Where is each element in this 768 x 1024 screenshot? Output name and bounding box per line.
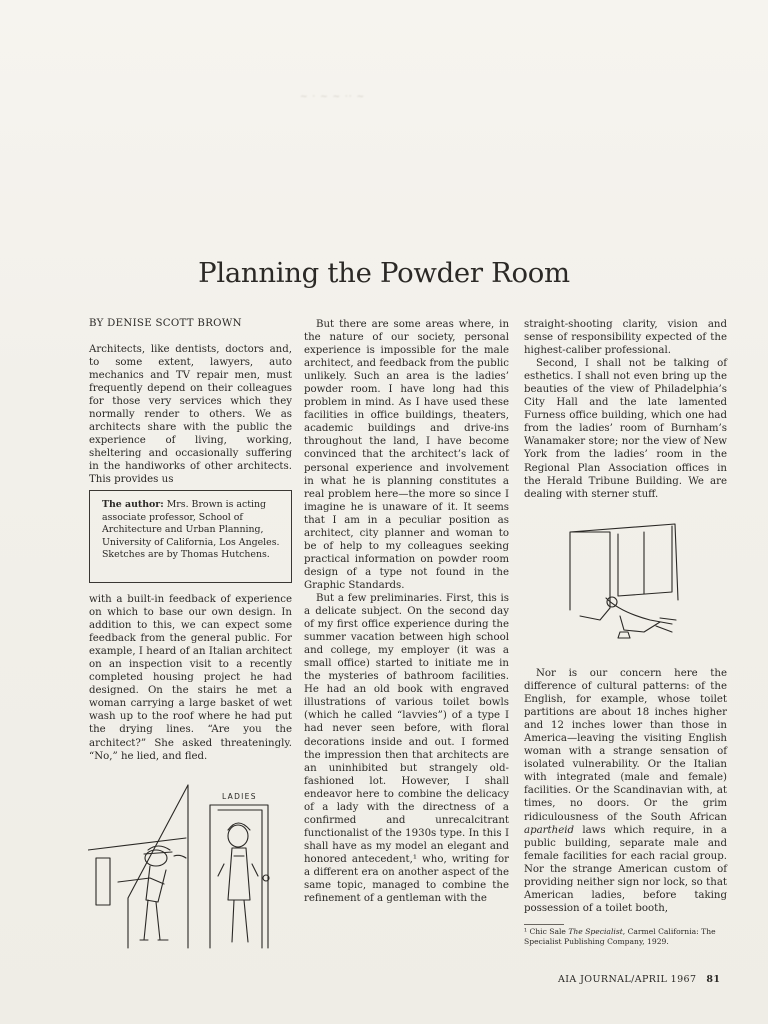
column-3-bottom	[524, 667, 727, 915]
author-note-box	[89, 490, 292, 583]
page-footer	[558, 974, 720, 985]
column-1-continued	[89, 593, 292, 763]
footnote	[524, 927, 727, 947]
paragraph: But there are some areas where, in the nature of our society, personal experience is impossible for the male architect, and feedback from the public unlikely. Such an area is the ladies’ powder room. I have long had this problem in mind. As I have used these facilities in office buildings, theaters, academic buildings and drive-ins throughout the land, I have become convinced that the architect’s lack of personal experience and involvement in what he is planning constitutes a real problem here—the more so since I imagine he is unaware of it. It seems that I am in a peculiar position as architect, city planner and woman to be of help to my colleagues seeking practical information on powder room design of a type not found in the Graphic Standards.	[304, 319, 509, 591]
footnote-rest: , Carmel California: The Specialist Publishing Company, 1929.	[524, 927, 716, 946]
text-run: laws which require, in a public building, separate male and female facilities for each racial group. Nor the strange American custom of providing neither sign nor lock, so that American ladies, before taking possession of a toilet booth,	[524, 824, 727, 914]
author-text: Mrs. Brown is acting associate professor, School of Architecture and Urban Planning, University of California, Los Angeles. Sketches are by Thomas Hutchens.	[102, 499, 280, 561]
paragraph: straight-shooting clarity, vision and sense of responsibility expected of the highest-caliber professional.	[524, 319, 727, 357]
paragraph: with a built-in feedback of experience on which to base our own design. In addition to this, we can expect some feedback from the general public. For example, I heard of an Italian architect on an inspection visit to a recently completed housing project he had designed. On the stairs he met a woman carrying a large basket of wet wash up to the roof where he had put the drying lines. “Are you the architect?” She asked threateningly. “No,” he lied, and fled.	[89, 594, 292, 762]
italic-term: apartheid	[524, 824, 575, 836]
paragraph: But a few preliminaries. First, this is a delicate subject. On the second day of my first office experience during the summer vacation between high school and college, my employer (it was a small office) started to initiate me in the mysteries of bathroom facilities. He had an old book with engraved illustrations of various toilet bowls (which he called “lavvies”) of a type I had never seen before, with floral decorations inside and out. I formed the impression then that architects are an uninhibited but strangely old-fashioned lot. However, I shall endeavor here to combine the delicacy of a lady with the directness of a confirmed and unrecalcitrant functionalist of the 1930s type. In this I shall have as my model an elegant and honored antecedent,¹ who, writing for a different era on another aspect of the same topic, managed to combine the refinement of a gentleman with the	[304, 592, 509, 905]
ladies-sign: LADIES	[222, 792, 257, 801]
footnote-prefix: ¹ Chic Sale	[524, 927, 569, 936]
ladies-room-sketch	[88, 780, 293, 950]
byline: BY DENISE SCOTT BROWN	[89, 318, 242, 329]
paragraph: Second, I shall not be talking of esthetics. I shall not even bring up the beauties of the view of Philadelphia’s City Hall and the late lamented Furness office building, which one had from the ladies’ room of Burnham’s Wanamaker store; nor the view of New York from the ladies’ room in the Regional Plan Association offices in the Herald Tribune Building. We are dealing with sterner stuff.	[524, 358, 727, 500]
author-label: The author:	[102, 499, 164, 510]
footnote-title: The Specialist	[568, 927, 623, 936]
journal-name: AIA JOURNAL/APRIL 1967	[558, 974, 697, 985]
paragraph: Architects, like dentists, doctors and, to some extent, lawyers, auto mechanics and TV repair men, must frequently depend on their colleagues for those very services which they normally render to others. We as architects share with the public the experience of living, working, sheltering and occasionally suffering in the handiworks of other architects. This provides us	[89, 344, 292, 486]
column-3-top	[524, 318, 727, 501]
article-title: Planning the Powder Room	[198, 257, 570, 289]
paragraph	[524, 667, 727, 915]
footnote-rule	[524, 924, 564, 925]
bleed-through-text: ~ · ~ ~ ·· ~	[300, 92, 366, 102]
text-run: Nor is our concern here the difference of cultural patterns: of the English, for example, whose toilet partitions are about 18 inches higher and 12 inches lower than those in America—leaving the visiting English woman with a strange sensation of isolated vulnerability. Or the Italian with integrated (male and female) facilities. Or the Scandinavian with, at times, no doors. Or the grim ridiculousness of the South African	[524, 668, 727, 823]
toilet-booth-sketch	[560, 520, 690, 645]
column-1-intro	[89, 343, 292, 487]
page-number: 81	[706, 974, 721, 985]
column-2	[304, 318, 509, 905]
